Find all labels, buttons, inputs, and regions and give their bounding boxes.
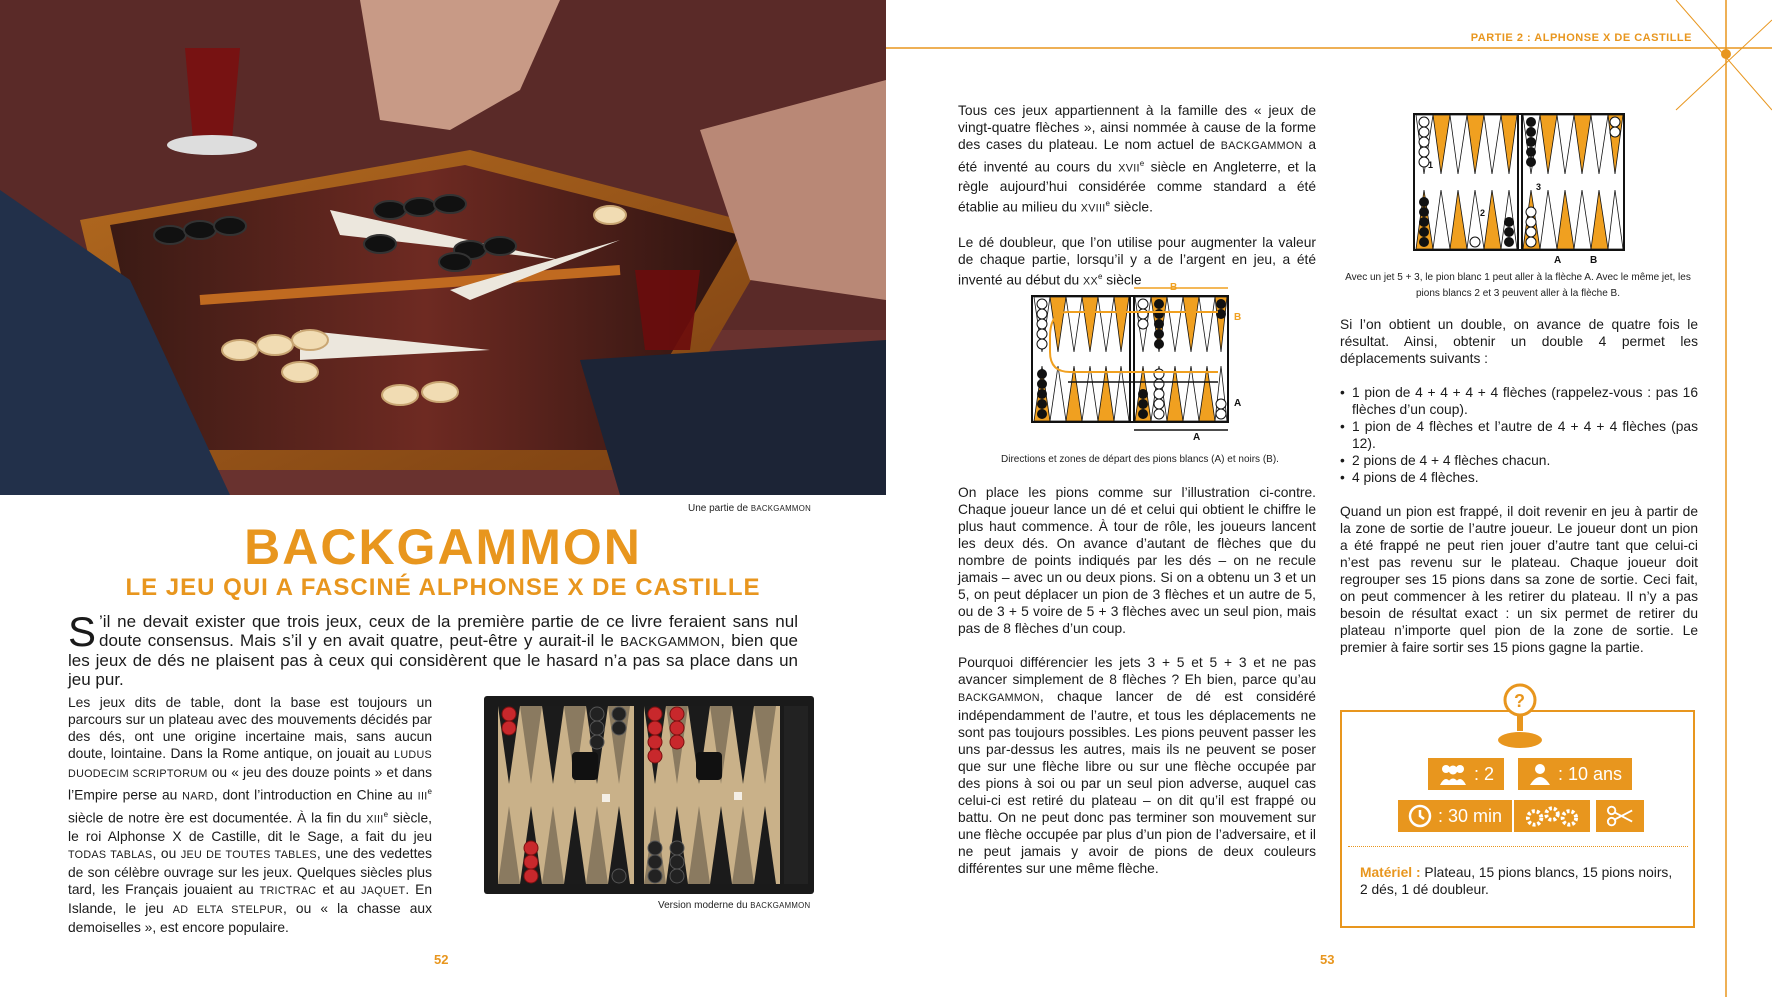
page-subtitle: LE JEU QUI A FASCINÉ ALPHONSE X DE CASTILLE — [125, 574, 761, 601]
diagram1-label-b-top: B — [1170, 282, 1178, 293]
running-header: PARTIE 2 : ALPHONSE X DE CASTILLE — [1470, 32, 1692, 44]
modern-board-illustration — [484, 696, 814, 894]
history-paragraph: Les jeux dits de table, dont la base est toujours un parcours sur un plateau avec des mouvements décidés par des dés, ont une origine incertaine mais, sans aucun doute, lointaine. Dans la Rome antique, on jouait au LUDUS DUODECIM SCRIPTORUM ou « jeu des douze points » et dans l’Empire perse au NARD, dont l’introduction en Chine au IIIe siècle de notre ère est documentée. À la fin du XIIIe siècle, le roi Alphonse X de Castille, dit le Sage, a fait du jeu TODAS TABLAS, ou JEU DE TOUTES TABLES, une des vedettes de son célèbre ouvrage sur les jeux. Quelques siècles plus tard, les Français jouaient au TRICTRAC et au JAQUET. En Islande, le jeu AD ELTA STELPUR, ou « la chasse aux demoiselles », est encore populaire. — [68, 695, 433, 936]
duration-value: : 30 min — [1438, 806, 1503, 826]
move-diagram — [1410, 110, 1632, 268]
materials-text: Matériel : Plateau, 15 pions blancs, 15 pions noirs, 2 dés, 1 dé doubleur. — [1360, 865, 1673, 897]
backgammon-photo — [0, 0, 886, 495]
page-number-left: 52 — [434, 952, 449, 967]
players-icon — [1438, 763, 1468, 785]
diagram2-label-b: B — [1590, 255, 1598, 266]
age-chip — [1518, 758, 1632, 790]
board-caption: Version moderne du BACKGAMMON — [658, 900, 811, 911]
age-value: : 10 ans — [1558, 764, 1623, 784]
list-item: • 2 pions de 4 + 4 flèches chacun. — [1340, 452, 1698, 469]
list-item: • 4 pions de 4 flèches. — [1340, 469, 1698, 486]
players-chip — [1428, 758, 1504, 790]
paragraph-history: Tous ces jeux appartiennent à la famille des « jeux de vingt-quatre flèches », ainsi nommée à cause de la forme des cases du plateau. Le nom actuel de BACKGAMMON a été inventé au cours du XVIIe siècle en Angleterre, et la règle aujourd’hui considérée comme standard a été établie au milieu du XVIIIe siècle. — [958, 103, 1316, 215]
setup-diagram — [1028, 282, 1256, 442]
photo-caption: Une partie de BACKGAMMON — [688, 503, 812, 514]
move-diagram-caption: Avec un jet 5 + 3, le pion blanc 1 peut aller à la flèche A. Avec le même jet, les pions blancs 2 et 3 peuvent aller à la flèche B. — [1345, 272, 1691, 299]
diagram2-label-a: A — [1554, 255, 1562, 266]
diagram2-label-3: 3 — [1536, 182, 1542, 192]
photo-illustration — [0, 0, 886, 495]
gears-chip — [1514, 800, 1590, 832]
diagram1-label-a-right: A — [1234, 398, 1242, 409]
diagram2-label-2: 2 — [1480, 208, 1486, 218]
right-column-1 — [958, 102, 1316, 308]
infobox-divider — [1348, 846, 1688, 847]
paragraph-rules: On place les pions comme sur l’illustration ci-contre. Chaque joueur lance un dé et celui qui obtient le chiffre le plus haut commence. À tour de rôle, les joueurs lancent les deux dés. On avance d’autant de flèches que du nombre de points indiqués par les dés – on ne recule jamais – avec un ou deux pions. Si on a obtenu un 3 et un 5, on peut déplacer un pion de 3 flèches et un autre de 5, ou de 3 + 5 voire de 5 + 3 flèches avec un seul pion, mais pas de 8 flèches d’un coup. — [958, 485, 1316, 636]
scissors-icon — [1606, 805, 1634, 827]
question-joystick-icon — [1492, 680, 1548, 752]
svg-text:?: ? — [1514, 691, 1525, 711]
age-icon — [1528, 763, 1552, 785]
diagram1-label-b-right: B — [1234, 312, 1242, 323]
clock-icon — [1408, 804, 1432, 828]
players-value: : 2 — [1474, 764, 1495, 784]
gears-icon — [1524, 805, 1580, 827]
materials-label: Matériel : — [1360, 865, 1421, 880]
intro-paragraph: S ’il ne devait exister que trois jeux, ceux de la première partie de ce livre feraient sans nul doute consensus. Mais s’il y en avait quatre, peut-être y aurait-il le BACKGAMMON, bien que les jeux de dés ne plaisent pas à ceux qui considèrent que le hasard n’a pas sa place dans un jeu pur. — [68, 608, 798, 689]
setup-diagram-caption: Directions et zones de départ des pions blancs (A) et noirs (B). — [1001, 454, 1279, 465]
right-column-2 — [1340, 316, 1698, 673]
scissors-chip — [1596, 800, 1644, 832]
paragraph-hit-and-bearoff: Quand un pion est frappé, il doit revenir en jeu à partir de la zone de sortie de l’autre joueur. Le joueur dont un pion a été frappé ne peut rien jouer d’autre tant que celui-ci n’est pas revenu sur le plateau. Chaque joueur doit regrouper ses 15 pions dans sa zone de sortie. Ceci fait, on peut commencer à les retirer du plateau. Il n’y a pas besoin de résultat exact : un six permet de retirer du plateau n’importe quel pion de la zone de sortie. Le premier à faire sortir ses 15 pions gagne la partie. — [1340, 504, 1698, 655]
paragraph-moves: Pourquoi différencier les jets 3 + 5 et 5 + 3 et ne pas avancer simplement de 8 flèches ? Eh bien, parce qu’au BACKGAMMON, chaque lancer de dé est considéré indépendamment de l’autre, et tous les déplacements ne sont pas toujours possibles. Les pions peuvent passer les uns par-dessus les autres, mais ils ne peuvent se poser que sur une flèche libre ou sur une flèche occupée par des pions à soi ou par un seul pion adverse, auquel cas celui-ci est retiré du plateau – on dit qu’il est frappé ou battu. On ne peut donc pas terminer son mouvement sur une flèche occupée par plus d’un pion de l’adversaire, et il ne peut jamais y avoir de pions de deux couleurs différentes sur une même flèche. — [958, 655, 1316, 876]
list-item: • 1 pion de 4 flèches et l’autre de 4 + 4 + 4 flèches (pas 12). — [1340, 418, 1698, 452]
page-title: BACKGAMMON — [244, 519, 642, 575]
diagram1-label-a-bottom: A — [1193, 432, 1201, 442]
page-number-right: 53 — [1320, 952, 1335, 967]
paragraph-doubles: Si l’on obtient un double, on avance de quatre fois le résultat. Ainsi, obtenir un double 4 permet les déplacements suivants : — [1340, 317, 1698, 366]
dropcap: S — [68, 608, 97, 655]
right-column-1-lower — [958, 484, 1316, 894]
diagram2-label-1: 1 — [1428, 160, 1434, 170]
modern-board-image — [484, 696, 814, 894]
duration-chip — [1398, 800, 1512, 832]
game-info-box — [1340, 691, 1695, 928]
paragraph-doubling-cube: Le dé doubleur, que l’on utilise pour augmenter la valeur de chaque partie, lorsqu’il y a de l’argent en jeu, a été inventé au début du XXe siècle — [958, 235, 1316, 288]
list-item: • 1 pion de 4 + 4 + 4 + 4 flèches (rappelez-vous : pas 16 flèches d’un coup). — [1340, 384, 1698, 418]
doubles-list — [1340, 384, 1698, 486]
